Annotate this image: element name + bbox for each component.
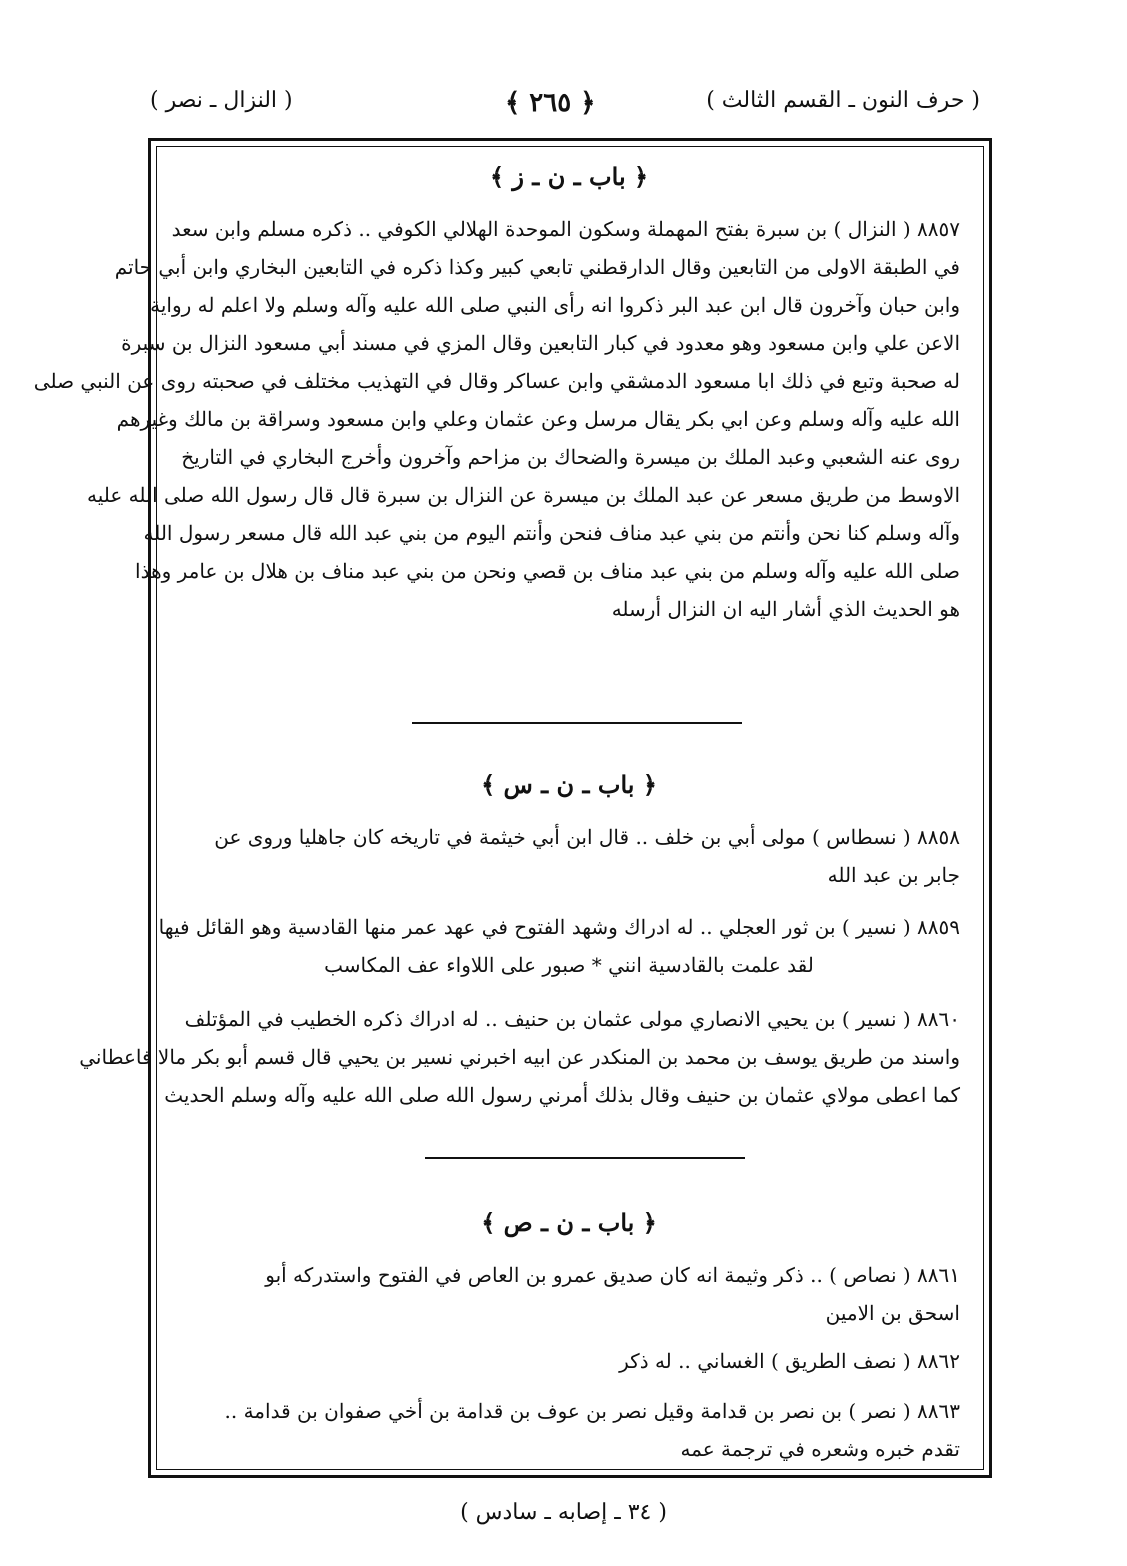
text-line: واسند من طريق يوسف بن محمد بن المنكدر عن ابيه اخبرني نسير بن يحيي قال قسم أبو بكر مالا فاعطاني (79, 1045, 960, 1069)
text-line: ٨٨٦٠ ( نسير ) بن يحيي الانصاري مولى عثمان بن حنيف .. له ادراك ذكره الخطيب في المؤتلف (184, 1007, 960, 1031)
text-line: ٨٨٦٢ ( نصف الطريق ) الغساني .. له ذكر (619, 1349, 960, 1373)
section-title-ns: ﴿ باب ـ ن ـ س ﴾ (481, 770, 657, 799)
header-entries: ( النزال ـ نصر ) (150, 88, 293, 113)
section-divider (412, 722, 742, 724)
text-line: وابن حبان وآخرون قال ابن عبد البر ذكروا انه رأى النبي صلى الله عليه وآله وسلم ولا اعلم له رواية (150, 293, 960, 317)
text-line: كما اعطى مولاي عثمان بن حنيف وقال بذلك أمرني رسول الله صلى الله عليه وآله وسلم الحديث (164, 1083, 960, 1107)
text-line: ٨٨٥٩ ( نسير ) بن ثور العجلي .. له ادراك وشهد الفتوح في عهد عمر منها القادسية وهو القائل فيها (158, 915, 960, 939)
entry-8858 (178, 818, 960, 894)
poem-verse: لقد علمت بالقادسية انني * صبور على اللاواء عف المكاسب (324, 953, 814, 977)
page-header (150, 88, 980, 128)
text-line: له صحبة وتبع في ذلك ابا مسعود الدمشقي وابن عساكر وقال في التهذيب مختلف في صحبته روى عن النبي صلى (33, 369, 960, 393)
text-line: ٨٨٦٣ ( نصر ) بن نصر بن قدامة وقيل نصر بن عوف بن قدامة بن أخي صفوان بن قدامة .. (224, 1399, 960, 1423)
entry-8862 (178, 1342, 960, 1380)
text-line: اسحق بن الامين (825, 1301, 960, 1325)
entry-8857 (33, 210, 960, 628)
entry-8863 (178, 1392, 960, 1468)
text-line: ٨٨٦١ ( نصاص ) .. ذكر وثيمة انه كان صديق عمرو بن العاص في الفتوح واستدركه أبو (265, 1263, 960, 1287)
section-title-nss: ﴿ باب ـ ن ـ ص ﴾ (481, 1208, 657, 1237)
text-line: تقدم خبره وشعره في ترجمة عمه (680, 1437, 960, 1461)
header-chapter: ( حرف النون ـ القسم الثالث ) (706, 88, 980, 113)
text-line: ٨٨٥٧ ( النزال ) بن سبرة بفتح المهملة وسكون الموحدة الهلالي الكوفي .. ذكره مسلم وابن سعد (171, 217, 960, 241)
entry-8860 (79, 1000, 960, 1114)
section-divider (425, 1157, 745, 1159)
text-line: الاوسط من طريق مسعر عن عبد الملك بن ميسرة عن النزال بن سبرة قال قال رسول الله صلى الله عليه (86, 483, 960, 507)
text-line: في الطبقة الاولى من التابعين وقال الدارقطني تابعي كبير وكذا ذكره في التابعين البخاري وابن أبي حاتم (114, 255, 960, 279)
text-line: روى عنه الشعبي وعبد الملك بن ميسرة والضحاك بن مزاحم وآخرون وأخرج البخاري في التاريخ (181, 445, 960, 469)
text-line: الاعن علي وابن مسعود وهو معدود في كبار التابعين وقال المزي في مسند أبي مسعود النزال بن سبرة (121, 331, 960, 355)
page-number: ﴿ ٢٦٥ ﴾ (505, 88, 596, 118)
text-line: هو الحديث الذي أشار اليه ان النزال أرسله (611, 597, 960, 621)
entry-8859 (158, 908, 960, 984)
text-line: الله عليه وآله وسلم وعن ابي بكر يقال مرسل وعن عثمان وعلي وابن مسعود وسراقة بن مالك وغيرهم (116, 407, 960, 431)
text-line: جابر بن عبد الله (827, 863, 960, 887)
text-line: وآله وسلم كنا نحن وأنتم من بني عبد مناف فنحن وأنتم اليوم من بني عبد الله قال مسعر رسول الله (143, 521, 960, 545)
entry-8861 (178, 1256, 960, 1332)
text-line: صلى الله عليه وآله وسلم من بني عبد مناف بن قصي ونحن من بني عبد مناف بن هلال بن عامر وهذا (135, 559, 960, 583)
section-title-nz: ﴿ باب ـ ن ـ ز ﴾ (489, 162, 649, 191)
text-line: ٨٨٥٨ ( نسطاس ) مولى أبي بن خلف .. قال ابن أبي خيثمة في تاريخه كان جاهليا وروى عن (214, 825, 960, 849)
page-footer: ( ٣٤ ـ إصابه ـ سادس ) (460, 1500, 667, 1525)
